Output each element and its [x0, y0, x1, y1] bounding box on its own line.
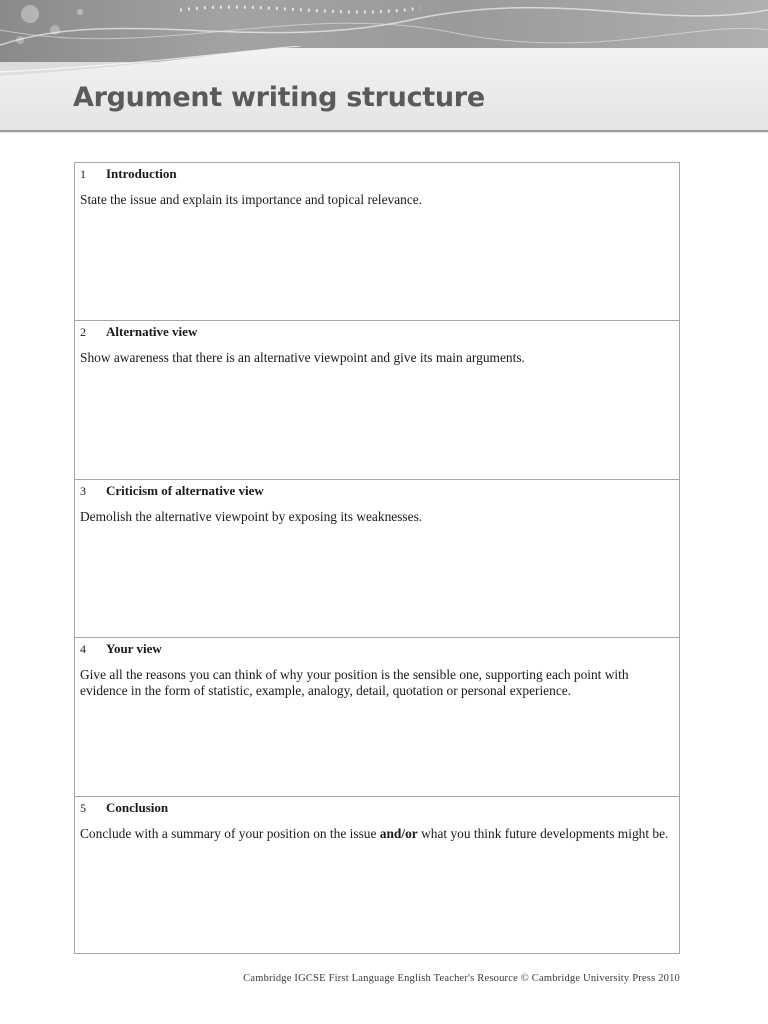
instruction-text: Conclude with a summary of your position on the issue — [80, 825, 380, 841]
section-alternative-view[interactable] — [75, 321, 679, 479]
section-title: Your view — [106, 641, 162, 657]
section-header — [80, 800, 673, 820]
section-instructions: Give all the reasons you can think of why your position is the sensible one, supporting each point with evidence in the form of statistic, example, analogy, detail, quotation or personal experience. — [80, 667, 629, 699]
structure-table — [74, 162, 680, 954]
section-instructions: State the issue and explain its importance and topical relevance. — [80, 192, 423, 207]
section-number: 1 — [80, 167, 86, 181]
instruction-emphasis: and/or — [379, 825, 418, 841]
section-number: 4 — [80, 642, 86, 657]
banner-divider — [0, 130, 768, 132]
section-title: Conclusion — [106, 799, 169, 815]
section-instructions: Demolish the alternative viewpoint by exposing its weaknesses. — [80, 508, 423, 524]
section-number: 3 — [80, 483, 86, 498]
section-header — [80, 483, 673, 503]
section-conclusion[interactable] — [75, 797, 679, 955]
instruction-text: what you think future developments might be. — [417, 825, 669, 841]
section-number: 5 — [80, 800, 86, 815]
copyright-footer: Cambridge IGCSE First Language English Teacher's Resource © Cambridge University Press 2010 — [243, 973, 680, 984]
section-title: Introduction — [106, 166, 177, 181]
section-instructions — [80, 826, 676, 842]
section-introduction[interactable] — [75, 163, 679, 321]
section-criticism[interactable] — [75, 480, 679, 638]
header-banner — [0, 0, 768, 133]
section-title: Alternative view — [106, 324, 198, 340]
section-header — [80, 324, 673, 344]
section-your-view[interactable] — [75, 638, 679, 796]
section-number: 2 — [80, 325, 86, 340]
page-title: Argument writing structure — [73, 82, 485, 113]
section-header — [80, 166, 673, 186]
section-title: Criticism of alternative view — [106, 482, 264, 498]
section-instructions: Show awareness that there is an alternative viewpoint and give its main arguments. — [80, 350, 525, 366]
banner-decoration — [0, 0, 768, 62]
section-header — [80, 641, 673, 661]
